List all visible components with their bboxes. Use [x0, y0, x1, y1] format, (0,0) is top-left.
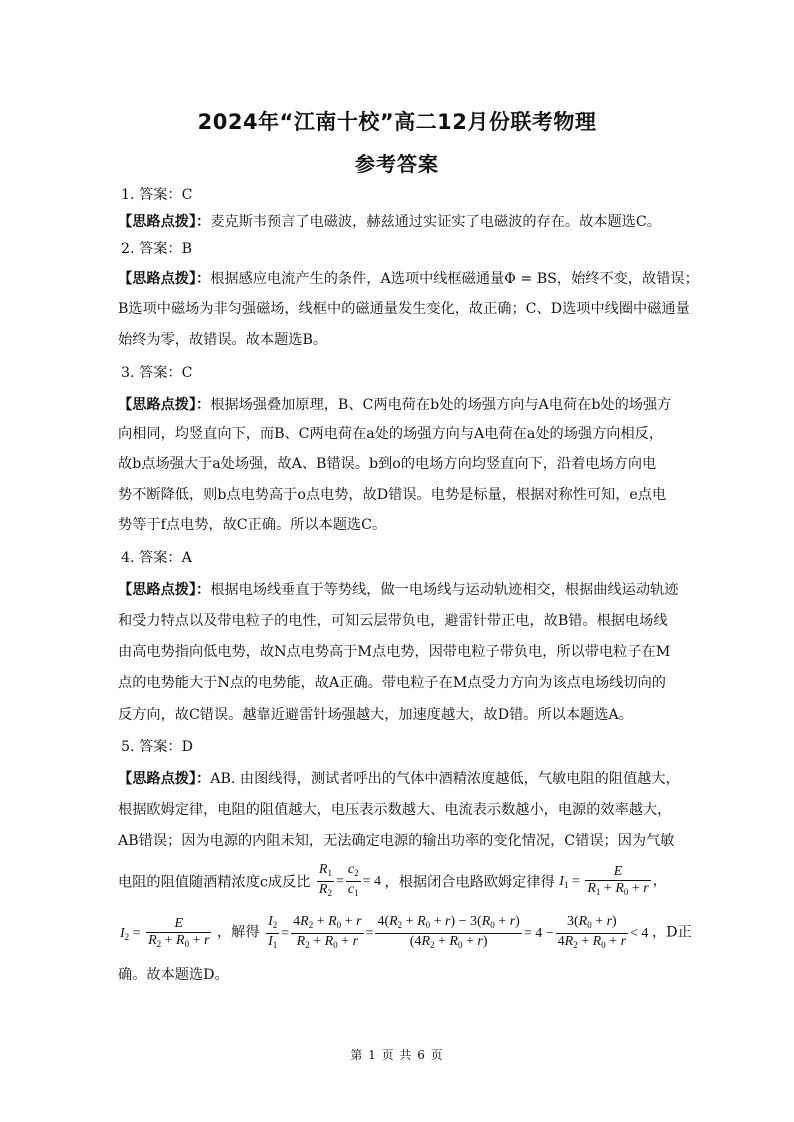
hint-label: 【思路点拨】：	[118, 771, 211, 787]
hint-5-line-3: AB错误；因为电源的内阻未知，无法确定电源的输出功率的变化情况，C错误；因为气敏	[118, 833, 675, 849]
hint-4-line-3: 由高电势指向低电势，故N点电势高于M点电势，因带电粒子带负电，所以带电粒子在M	[118, 644, 671, 660]
ratio-formula: $\frac{R_1}{R_2}$ = $\frac{c_2}{c_1}$ = 4	[318, 862, 381, 898]
hint-5-line-6: 确。故本题选D。	[118, 967, 229, 983]
hint-2-line-3: 始终为零，故错误。故本题选B。	[118, 332, 328, 348]
answer-3: 3. 答案：C	[121, 365, 193, 381]
hint-2-line-1: 【思路点拨】：根据感应电流产生的条件，A选项中线框磁通量Φ = BS，始终不变，故错误；	[118, 271, 699, 287]
hint-4-line-4: 点的电势能大于N点的电势能，故A正确。带电粒子在M点受力方向为该点电场线切向的	[118, 675, 666, 691]
hint-4-line-5: 反方向，故C错误。越靠近避雷针场强越大，加速度越大，故D错。所以本题选A。	[118, 707, 633, 723]
page-title: 2024年“江南十校”高二12月份联考物理	[197, 110, 597, 134]
ratio-i2-i1-formula: $\frac{I_2}{I_1}$ = $\frac{4R_2 + R_0 + r}{R_2 + R_0 + r}$ = $\frac{4(R_2 + R_0 + r) - 3(R_0 + r)}{(4R_2 + R_0 + r)}$ = 4 − $\frac{3(R_0 + r)}{4R_2 + R_0 + r}$ < 4	[268, 914, 649, 950]
page-footer: 第 1 页 共 6 页	[350, 1048, 444, 1062]
hint-2-line-2: B选项中磁场为非匀强磁场，线框中的磁通量发生变化，故正确；C、D选项中线圈中磁通量	[118, 301, 690, 317]
answer-5: 5. 答案：D	[121, 739, 193, 755]
answer-4: 4. 答案：A	[121, 550, 192, 566]
hint-3-line-4: 势不断降低，则b点电势高于o点电势，故D错误。电势是标量，根据对称性可知，e点电	[118, 487, 667, 503]
hint-label: 【思路点拨】：	[118, 271, 211, 287]
hint-5-line-5: $I_2$ = $\frac{E}{R_2 + R_0 + r}$ ，解得 $\frac{I_2}{I_1}$ = $\frac{4R_2 + R_0 + r}{R_2 + R_0 + r}$ = $\frac{4(R_2 + R_0 + r) - 3(R_0 + r)}{(4R_2 + R_0 + r)}$ = 4 − $\frac{3(R_0 + r)}{4R_2 + R_0 + r}$ < 4 ，D正	[120, 914, 692, 950]
hint-label: 【思路点拨】：	[118, 214, 211, 230]
hint-3-line-1: 【思路点拨】：根据场强叠加原理，B、C两电荷在b处的场强方向与A电荷在b处的场强方	[118, 397, 672, 413]
hint-5-line-2: 根据欧姆定律，电阻的阻值越大，电压表示数越大、电流表示数越小，电源的效率越大，	[118, 802, 672, 818]
page-subtitle: 参考答案	[355, 152, 439, 176]
hint-4-line-2: 和受力特点以及带电粒子的电性，可知云层带负电，避雷针带正电，故B错。根据电场线	[118, 613, 668, 629]
hint-4-line-1: 【思路点拨】：根据电场线垂直于等势线，做一电场线与运动轨迹相交，根据曲线运动轨迹	[118, 582, 679, 598]
hint-3-line-5: 势等于f点电势，故C正确。所以本题选C。	[118, 517, 387, 533]
hint-5-line-1: 【思路点拨】：AB. 由图线得，测试者呼出的气体中酒精浓度越低，气敏电阻的阻值越大，	[118, 771, 680, 787]
answer-1: 1. 答案：C	[121, 187, 193, 203]
hint-3-line-3: 故b点场强大于a处场强，故A、B错误。b到o的电场方向均竖直向下，沿着电场方向电	[118, 456, 657, 472]
answer-2: 2. 答案：B	[121, 241, 193, 257]
hint-label: 【思路点拨】：	[118, 582, 211, 598]
hint-3-line-2: 向相同，均竖直向下，而B、C两电荷在a处的场强方向与A电荷在a处的场强方向相反，	[118, 426, 664, 442]
hint-label: 【思路点拨】：	[118, 397, 211, 413]
hint-1-line-1: 【思路点拨】：麦克斯韦预言了电磁波，赫兹通过实证实了电磁波的存在。故本题选C。	[118, 214, 661, 230]
current-i2-formula: $I_2$ = $\frac{E}{R_2 + R_0 + r}$	[120, 915, 210, 949]
hint-5-line-4: 电阻的阻值随酒精浓度c成反比 $\frac{R_1}{R_2}$ = $\frac{c_2}{c_1}$ = 4 ，根据闭合电路欧姆定律得 $I_1$ = $\frac{E}{R_1 + R_0 + r}$ ，	[118, 862, 667, 898]
current-i1-formula: $I_1$ = $\frac{E}{R_1 + R_0 + r}$ ，	[559, 863, 667, 897]
